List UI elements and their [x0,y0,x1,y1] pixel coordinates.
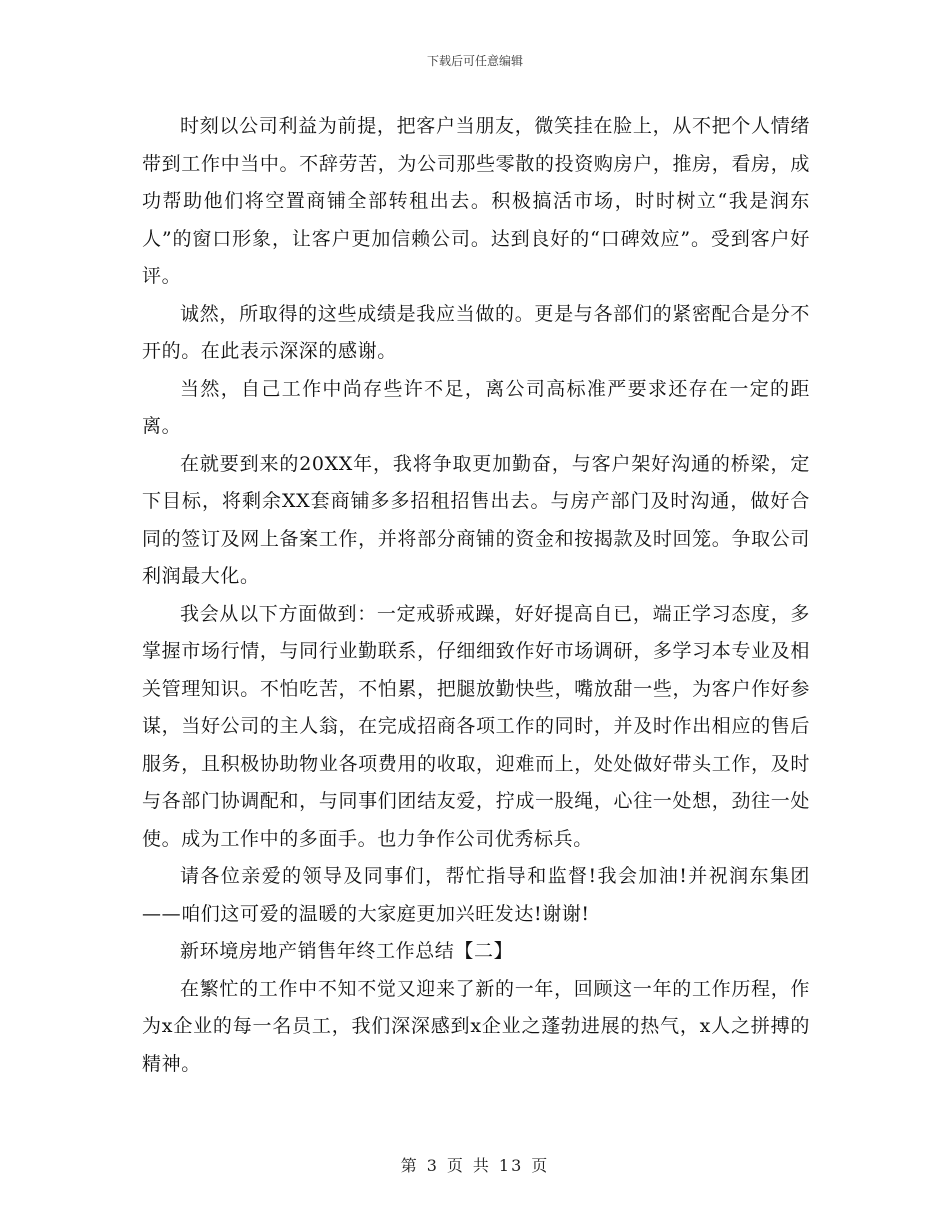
footer-ye-2: 页 [531,1156,550,1175]
page-footer [0,1153,950,1176]
paragraph-4: 在就要到来的20XX年，我将争取更加勤奋，与客户架好沟通的桥梁，定下目标，将剩余XX套商铺多多招租招售出去。与房产部门及时沟通，做好合同的签订及网上备案工作，并将部分商铺的资金和按揭款及时回笼。争取公司利润最大化。 [142,452,810,587]
document-body [142,108,810,1083]
paragraph-6: 请各位亲爱的领导及同事们，帮忙指导和监督!我会加油!并祝润东集团——咱们这可爱的温暖的大家庭更加兴旺发达!谢谢! [142,865,810,925]
paragraph-5: 我会从以下方面做到：一定戒骄戒躁，好好提高自已，端正学习态度，多掌握市场行情，与同行业勤联系，仔细细致作好市场调研，多学习本专业及相关管理知识。不怕吃苦，不怕累，把腿放勤快些，嘴放甜一些，为客户作好参谋，当好公司的主人翁，在完成招商各项工作的同时，并及时作出相应的售后服务，且积极协助物业各项费用的收取，迎难而上，处处做好带头工作，及时与各部门协调配和，与同事们团结友爱，拧成一股绳，心往一处想，劲往一处使。成为工作中的多面手。也力争作公司优秀标兵。 [142,602,810,850]
footer-gong: 共 [472,1156,491,1175]
paragraph-3: 当然，自己工作中尚存些许不足，离公司高标准严要求还存在一定的距离。 [142,377,810,437]
footer-total-pages: 13 [498,1156,524,1175]
section-heading: 新环境房地产销售年终工作总结【二】 [180,940,514,962]
footer-page-number: 3 [426,1156,439,1175]
footer-ye: 页 [446,1156,465,1175]
paragraph-1: 时刻以公司利益为前提，把客户当朋友，微笑挂在脸上，从不把个人情绪带到工作中当中。不辞劳苦，为公司那些零散的投资购房户，推房，看房，成功帮助他们将空置商铺全部转租出去。积极搞活市场，时时树立“我是润东人”的窗口形象，让客户更加信赖公司。达到良好的“口碑效应”。受到客户好评。 [142,115,810,287]
paragraph-2: 诚然，所取得的这些成绩是我应当做的。更是与各部们的紧密配合是分不开的。在此表示深深的感谢。 [142,302,810,362]
page-header-note: 下载后可任意编辑 [426,54,523,68]
footer-di: 第 [400,1156,419,1175]
paragraph-7: 在繁忙的工作中不知不觉又迎来了新的一年，回顾这一年的工作历程，作为x企业的每一名员工，我们深深感到x企业之蓬勃进展的热气，x人之拼搏的精神。 [142,977,810,1075]
